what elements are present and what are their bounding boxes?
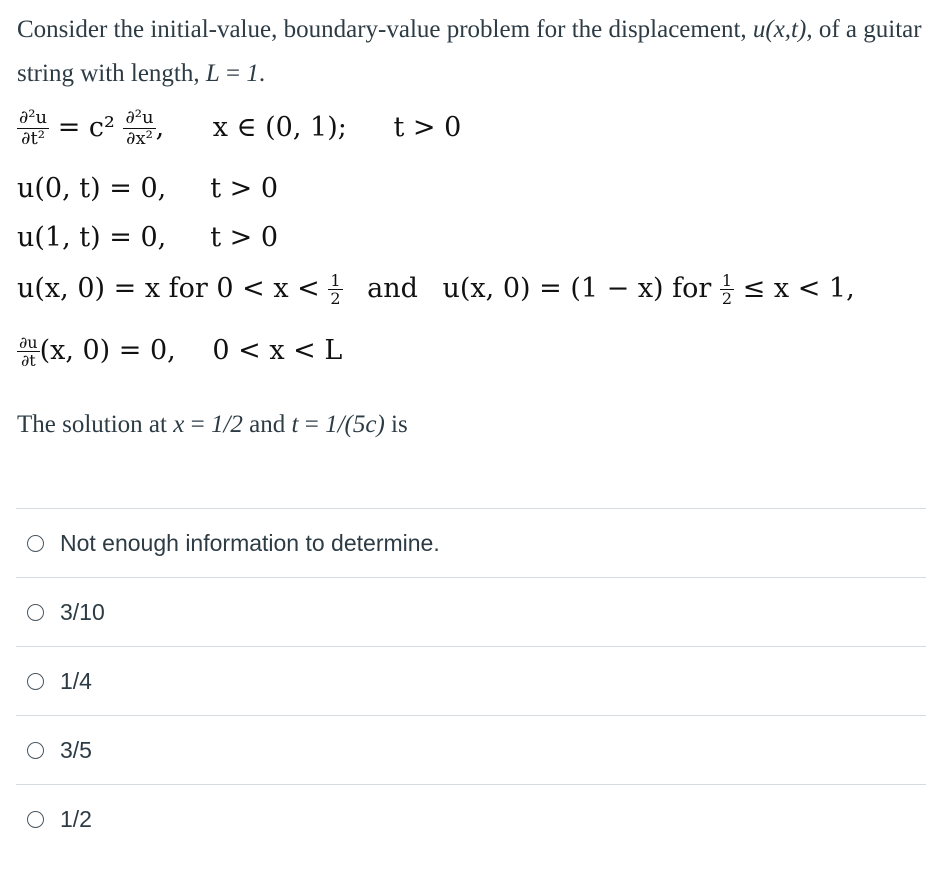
answer-label: 1/4 xyxy=(60,667,92,694)
pde-domain: x ∈ (0, 1); xyxy=(212,112,347,143)
radio-button-icon[interactable] xyxy=(27,535,44,552)
solution-t-eq: = xyxy=(298,411,326,438)
ic1-part-c: ≤ x < 1, xyxy=(734,273,855,304)
boundary-condition-1 xyxy=(17,173,278,204)
radio-button-icon[interactable] xyxy=(27,604,44,621)
pde-lhs-denominator: ∂t² xyxy=(21,128,45,149)
answer-label: 3/10 xyxy=(60,598,105,625)
half-denominator-1: 2 xyxy=(330,289,341,308)
pde-rhs-numerator: ∂²u xyxy=(125,107,154,128)
question-function: u(x,t) xyxy=(752,16,807,43)
question-text-end: . xyxy=(258,60,266,87)
initial-condition-2 xyxy=(17,334,342,369)
bc1-time-condition: t > 0 xyxy=(210,173,279,204)
radio-button-icon[interactable] xyxy=(27,673,44,690)
solution-t: t xyxy=(291,411,299,438)
answer-list xyxy=(16,508,926,854)
pde-time-condition: t > 0 xyxy=(393,112,462,143)
bc2-time-condition: t > 0 xyxy=(210,222,279,253)
half-denominator-2: 2 xyxy=(721,289,733,308)
pde-comma: , xyxy=(155,112,165,143)
pde-rhs-denominator: ∂x² xyxy=(126,128,153,149)
solution-text-1: The solution at xyxy=(17,411,174,438)
pde-equation xyxy=(17,108,461,149)
answer-label: 1/2 xyxy=(60,805,92,832)
solution-t-val: 1/(5c) xyxy=(325,411,385,438)
radio-button-icon[interactable] xyxy=(27,811,44,828)
ic2-derivative-fraction xyxy=(17,334,40,369)
ic2-part-a: (x, 0) = 0, xyxy=(39,335,176,366)
ic1-half-fraction-2 xyxy=(720,272,734,307)
ic1-part-a: u(x, 0) = x for 0 < x < xyxy=(17,273,329,304)
answer-label: 3/5 xyxy=(60,736,92,763)
pde-lhs-fraction xyxy=(17,108,49,149)
answer-option-4[interactable] xyxy=(16,715,926,784)
ic2-numerator: ∂u xyxy=(19,333,38,352)
pde-lhs-numerator: ∂²u xyxy=(19,107,48,128)
answer-option-1[interactable] xyxy=(16,508,926,577)
pde-rhs-fraction xyxy=(123,108,155,149)
ic1-part-b: u(x, 0) = (1 − x) for xyxy=(442,273,720,304)
answer-option-5[interactable] xyxy=(16,784,926,854)
boundary-condition-2 xyxy=(17,222,278,253)
half-numerator-1: 1 xyxy=(330,271,341,290)
half-numerator-2: 1 xyxy=(721,271,733,290)
question-text-before: Consider the initial-value, boundary-value problem for the displacement, xyxy=(17,16,753,43)
answer-option-3[interactable] xyxy=(16,646,926,715)
solution-text-end: is xyxy=(384,411,408,438)
solution-and: and xyxy=(242,411,292,438)
radio-button-icon[interactable] xyxy=(27,742,44,759)
solution-prompt xyxy=(17,405,408,445)
solution-x-eq: = xyxy=(184,411,211,438)
question-length-val: 1 xyxy=(246,60,259,87)
question-length-eq: = xyxy=(219,60,247,87)
question-text xyxy=(17,8,927,96)
initial-condition-1 xyxy=(17,272,855,307)
question-text-middle: , of a guitar string with length, xyxy=(17,16,922,87)
ic1-and: and xyxy=(367,273,418,304)
pde-equals-c2: = c² xyxy=(49,112,115,143)
bc2-expression: u(1, t) = 0, xyxy=(17,222,167,253)
question-length-var: L xyxy=(205,60,220,87)
solution-x-val: 1/2 xyxy=(210,411,243,438)
ic2-part-b: 0 < x < L xyxy=(212,335,343,366)
ic2-denominator: ∂t xyxy=(20,351,36,370)
solution-x: x xyxy=(173,411,185,438)
answer-option-2[interactable] xyxy=(16,577,926,646)
answer-label: Not enough information to determine. xyxy=(60,529,440,556)
bc1-expression: u(0, t) = 0, xyxy=(17,173,167,204)
ic1-half-fraction-1 xyxy=(328,272,342,307)
